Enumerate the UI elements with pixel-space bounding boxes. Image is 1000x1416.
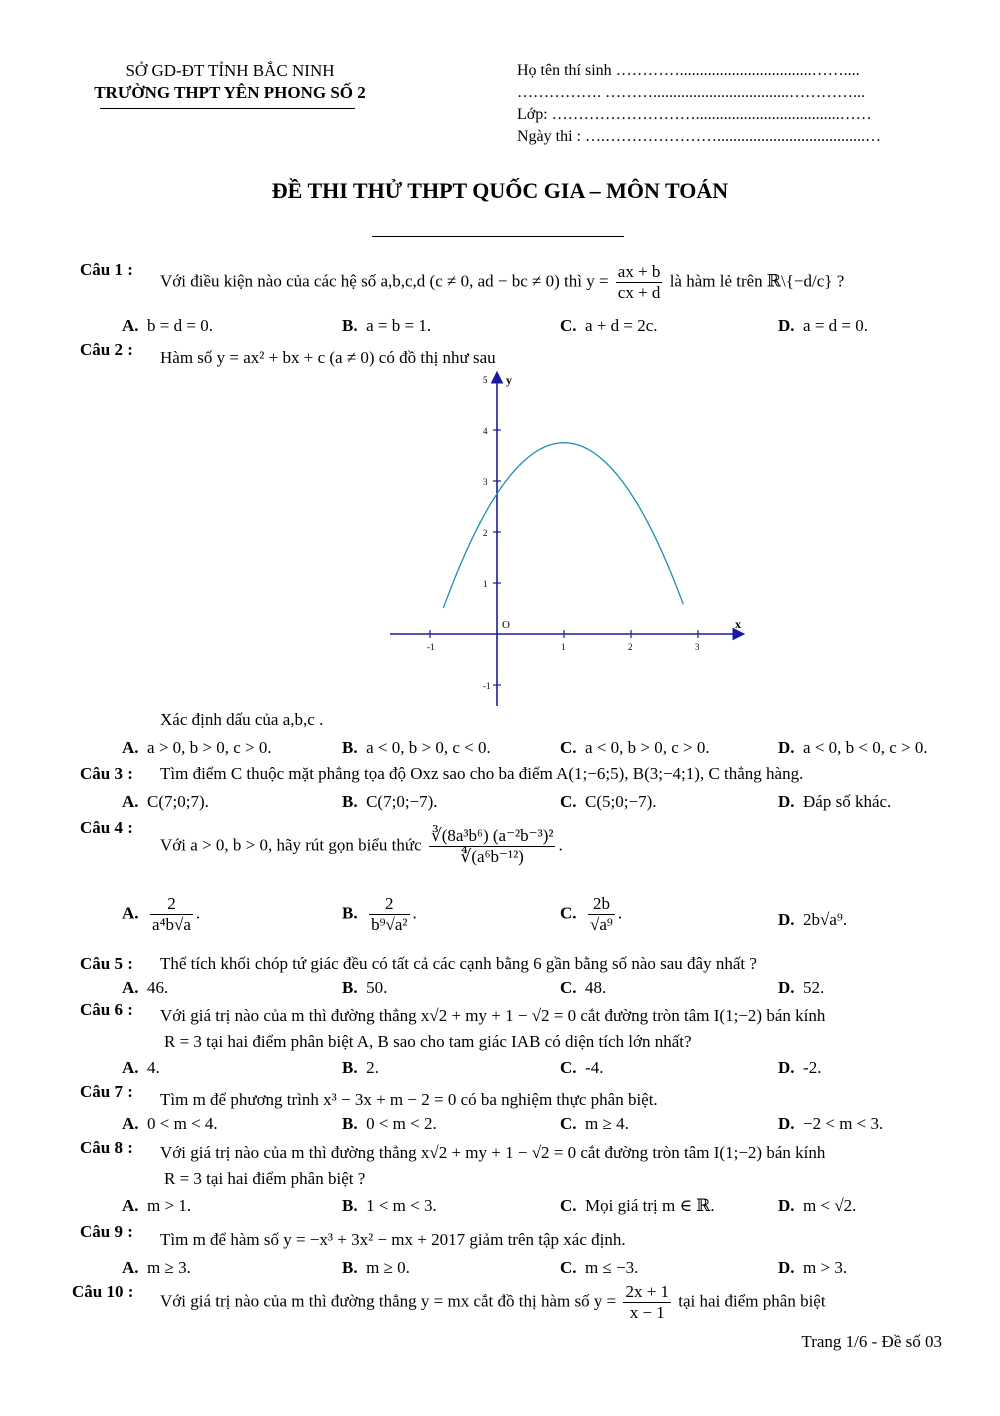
q9-option-d[interactable]: D. m > 3.: [778, 1258, 848, 1277]
q9-option-a[interactable]: A. m ≥ 3.: [122, 1258, 191, 1277]
q5-text: Thể tích khối chóp tứ giác đều có tất cả các cạnh bằng 6 gần bằng số nào sau đây nhất ?: [160, 954, 757, 973]
page-footer: Trang 1/6 - Đề số 03: [801, 1332, 942, 1351]
q3-c-text: C(5;0;−7).: [585, 792, 657, 811]
q5-a-text: 46.: [147, 978, 169, 997]
x-axis-label: x: [735, 617, 741, 631]
q10-fraction: [623, 1282, 671, 1323]
q4-a-num: 2: [150, 894, 193, 915]
q3-option-b[interactable]: B. C(7;0;−7).: [342, 792, 438, 811]
q3-a-text: C(7;0;7).: [147, 792, 209, 811]
q2-a-text: a > 0, b > 0, c > 0.: [147, 738, 272, 757]
q5-option-a[interactable]: A. 46.: [122, 978, 169, 997]
q10-num: 2x + 1: [625, 1282, 670, 1301]
q4-option-d[interactable]: D. 2b√a⁹.: [778, 910, 848, 929]
title-divider: [372, 236, 624, 237]
y-tick-label: 4: [483, 426, 488, 436]
parabola-curve: [443, 443, 683, 608]
q4-c-fraction: [588, 894, 615, 935]
q4-num: ∛(8a³b⁶) (a⁻²b⁻³)²: [430, 826, 554, 845]
q5-c-text: 48.: [585, 978, 607, 997]
q10-text-b: tại hai điểm phân biệt: [678, 1291, 826, 1311]
q4-option-b[interactable]: B. $\frac{2}{\text{b⁹√a²}}$ .: [342, 894, 417, 934]
exam-title: ĐỀ THI THỬ THPT QUỐC GIA – MÔN TOÁN: [271, 178, 729, 203]
origin-label: O: [502, 619, 510, 631]
q6-option-d[interactable]: D. -2.: [778, 1058, 822, 1077]
q9-option-c[interactable]: C. m ≤ −3.: [560, 1258, 639, 1277]
q2-option-d[interactable]: D. a < 0, b < 0, c > 0.: [778, 738, 928, 757]
q3-b-text: C(7;0;−7).: [366, 792, 438, 811]
q7-c-text: m ≥ 4.: [585, 1114, 629, 1133]
q1-c-text: a + d = 2c.: [585, 316, 658, 335]
q1-option-a[interactable]: A. b = d = 0.: [122, 316, 213, 335]
q4-b-num: 2: [369, 894, 409, 915]
q4-a-den: a⁴b√a: [152, 915, 191, 934]
q8-c-text: Mọi giá trị m ∈ ℝ.: [585, 1196, 715, 1215]
q6-d-text: -2.: [803, 1058, 822, 1077]
q3-text: Tìm điểm C thuộc mặt phẳng tọa độ Oxz sao cho ba điểm A(1;−6;5), B(3;−4;1), C thẳng hàng.: [160, 764, 804, 783]
x-tick-label: -1: [427, 642, 435, 652]
q4-b-fraction: [369, 894, 409, 935]
q7-d-text: −2 < m < 3.: [803, 1114, 884, 1133]
q7-text: Tìm m để phương trình x³ − 3x + m − 2 = 0 có ba nghiệm thực phân biệt.: [160, 1090, 658, 1109]
q10-label: Câu 10 :: [72, 1282, 134, 1301]
q3-option-c[interactable]: C. C(5;0;−7).: [560, 792, 657, 811]
name-line: Họ tên thí sinh ………….................................……....: [517, 62, 860, 79]
q9-text: Tìm m để hàm số y = −x³ + 3x² − mx + 2017 giảm trên tập xác định.: [160, 1230, 626, 1249]
q2-c-text: a < 0, b > 0, c > 0.: [585, 738, 710, 757]
q9-option-b[interactable]: B. m ≥ 0.: [342, 1258, 410, 1277]
q1-option-d[interactable]: D. a = d = 0.: [778, 316, 869, 335]
q1-text-a: Với điều kiện nào của các hệ số a,b,c,d (c ≠ 0, ad − bc ≠ 0) thì y =: [160, 271, 609, 291]
q1-fraction: [616, 262, 663, 303]
y-tick-label: 2: [483, 528, 488, 538]
x-tick-label: 2: [628, 642, 633, 652]
y-tick-label: 1: [483, 579, 488, 589]
department: SỞ GD-ĐT TỈNH BẮC NINH: [125, 61, 335, 80]
q4-d-text: 2b√a⁹.: [803, 910, 848, 929]
q7-b-text: 0 < m < 2.: [366, 1114, 437, 1133]
q4-text: Với a > 0, b > 0, hãy rút gọn biểu thức: [160, 835, 422, 855]
q6-text2: R = 3 tại hai điểm phân biệt A, B sao cho tam giác IAB có diện tích lớn nhất?: [164, 1032, 692, 1051]
q2-d-text: a < 0, b < 0, c > 0.: [803, 738, 928, 757]
q10-stem: [160, 1282, 826, 1323]
q8-option-a[interactable]: A. m > 1.: [122, 1196, 192, 1215]
q2-b-text: a < 0, b > 0, c < 0.: [366, 738, 491, 757]
q4-c-num: 2b: [588, 894, 615, 915]
q6-b-text: 2.: [366, 1058, 379, 1077]
q1-den: cx + d: [617, 283, 661, 302]
q5-label: Câu 5 :: [80, 954, 133, 973]
q4-a-fraction: [150, 894, 193, 935]
q5-option-d[interactable]: D. 52.: [778, 978, 825, 997]
q2-label: Câu 2 :: [80, 340, 133, 359]
q4-option-c[interactable]: C. $\frac{2b}{\text{√a⁹}}$ .: [560, 894, 623, 934]
header-left: [70, 60, 390, 104]
class-line: Lớp: ………………………....................................……: [517, 106, 872, 123]
q1-label: Câu 1 :: [80, 260, 133, 279]
y-ticks: [483, 375, 501, 691]
q6-c-text: -4.: [585, 1058, 604, 1077]
date-line: Ngày thi : ….………………….....................................…: [517, 128, 881, 145]
q9-c-text: m ≤ −3.: [585, 1258, 639, 1277]
q5-option-b[interactable]: B. 50.: [342, 978, 388, 997]
q8-b-text: 1 < m < 3.: [366, 1196, 437, 1215]
q8-text: Với giá trị nào của m thì đường thẳng x√2 + my + 1 − √2 = 0 cắt đường tròn tâm I(1;−2) bán kính: [160, 1143, 826, 1162]
q9-b-text: m ≥ 0.: [366, 1258, 410, 1277]
y-tick-label: 5: [483, 375, 488, 385]
q2-option-a[interactable]: A. a > 0, b > 0, c > 0.: [122, 738, 272, 757]
q9-a-text: m ≥ 3.: [147, 1258, 191, 1277]
y-axis-label: y: [506, 373, 512, 387]
q4-b-den: b⁹√a²: [371, 915, 408, 934]
q1-a-text: b = d = 0.: [147, 316, 213, 335]
q4-label: Câu 4 :: [80, 818, 133, 837]
q5-b-text: 50.: [366, 978, 388, 997]
q2-option-b[interactable]: B. a < 0, b > 0, c < 0.: [342, 738, 491, 757]
q1-stem: [160, 262, 844, 303]
q1-num: ax + b: [617, 262, 661, 281]
q1-b-text: a = b = 1.: [366, 316, 432, 335]
q7-option-b[interactable]: B. 0 < m < 2.: [342, 1114, 437, 1133]
parabola-graph: [380, 366, 760, 710]
x-tick-label: 1: [561, 642, 566, 652]
q6-a-text: 4.: [147, 1058, 160, 1077]
q5-d-text: 52.: [803, 978, 825, 997]
candidate-info: [517, 60, 881, 148]
q9-d-text: m > 3.: [803, 1258, 848, 1277]
q8-d-text: m < √2.: [803, 1196, 857, 1215]
q7-option-a[interactable]: A. 0 < m < 4.: [122, 1114, 218, 1133]
q4-c-den: √a⁹: [590, 915, 613, 934]
q1-option-b[interactable]: B. a = b = 1.: [342, 316, 432, 335]
q8-option-b[interactable]: B. 1 < m < 3.: [342, 1196, 437, 1215]
q10-text-a: Với giá trị nào của m thì đường thẳng y = mx cắt đồ thị hàm số y =: [160, 1291, 617, 1311]
q1-d-text: a = d = 0.: [803, 316, 869, 335]
q3-option-d[interactable]: D. Đáp số khác.: [778, 792, 892, 811]
q2-option-c[interactable]: C. a < 0, b > 0, c > 0.: [560, 738, 710, 757]
q7-label: Câu 7 :: [80, 1082, 133, 1101]
x-tick-label: 3: [695, 642, 700, 652]
q3-label: Câu 3 :: [80, 764, 133, 783]
q8-option-d[interactable]: D. m < √2.: [778, 1196, 857, 1215]
school-name: TRƯỜNG THPT YÊN PHONG SỐ 2: [94, 83, 366, 102]
q6-option-a[interactable]: A. 4.: [122, 1058, 160, 1077]
q9-label: Câu 9 :: [80, 1222, 133, 1241]
q6-label: Câu 6 :: [80, 1000, 133, 1019]
header-divider: [100, 108, 355, 109]
q1-option-c[interactable]: C. a + d = 2c.: [560, 316, 658, 335]
q10-den: x − 1: [629, 1303, 665, 1322]
q5-option-c[interactable]: C. 48.: [560, 978, 607, 997]
q3-option-a[interactable]: A. C(7;0;7).: [122, 792, 209, 811]
q6-text: Với giá trị nào của m thì đường thẳng x√2 + my + 1 − √2 = 0 cắt đường tròn tâm I(1;−2) bán kính: [160, 1006, 826, 1025]
q6-option-b[interactable]: B. 2.: [342, 1058, 379, 1077]
q8-a-text: m > 1.: [147, 1196, 192, 1215]
q4-option-a[interactable]: A. $\frac{2}{\text{a⁴b√a}}$ .: [122, 894, 201, 934]
q3-d-text: Đáp số khác.: [803, 792, 892, 811]
y-tick-label: 3: [483, 477, 488, 487]
q8-option-c[interactable]: C. Mọi giá trị m ∈ ℝ.: [560, 1196, 715, 1215]
q2-text: Hàm số y = ax² + bx + c (a ≠ 0) có đồ thị như sau: [160, 348, 496, 367]
q6-option-c[interactable]: C. -4.: [560, 1058, 604, 1077]
y-tick-label: -1: [483, 681, 491, 691]
q8-label: Câu 8 :: [80, 1138, 133, 1157]
q4-den: ∜(a⁶b⁻¹²): [460, 847, 524, 866]
q4-fraction: [429, 826, 556, 867]
q8-text2: R = 3 tại hai điểm phân biệt ?: [164, 1169, 366, 1188]
q2-text2: Xác định dấu của a,b,c .: [160, 710, 324, 729]
name-line-2: ……………. ………..................................…………...: [517, 84, 865, 101]
q1-text-b: là hàm lẻ trên ℝ\{−d/c} ?: [669, 271, 845, 291]
q7-option-c[interactable]: C. m ≥ 4.: [560, 1114, 629, 1133]
q4-stem: Với a > 0, b > 0, hãy rút gọn biểu thức $\frac{\text{∛(8a³b⁶) (a⁻²b⁻³)²}}{\text{∜(a⁶b⁻¹²)}}$ .: [160, 826, 563, 866]
q7-option-d[interactable]: D. −2 < m < 3.: [778, 1114, 884, 1133]
q7-a-text: 0 < m < 4.: [147, 1114, 218, 1133]
